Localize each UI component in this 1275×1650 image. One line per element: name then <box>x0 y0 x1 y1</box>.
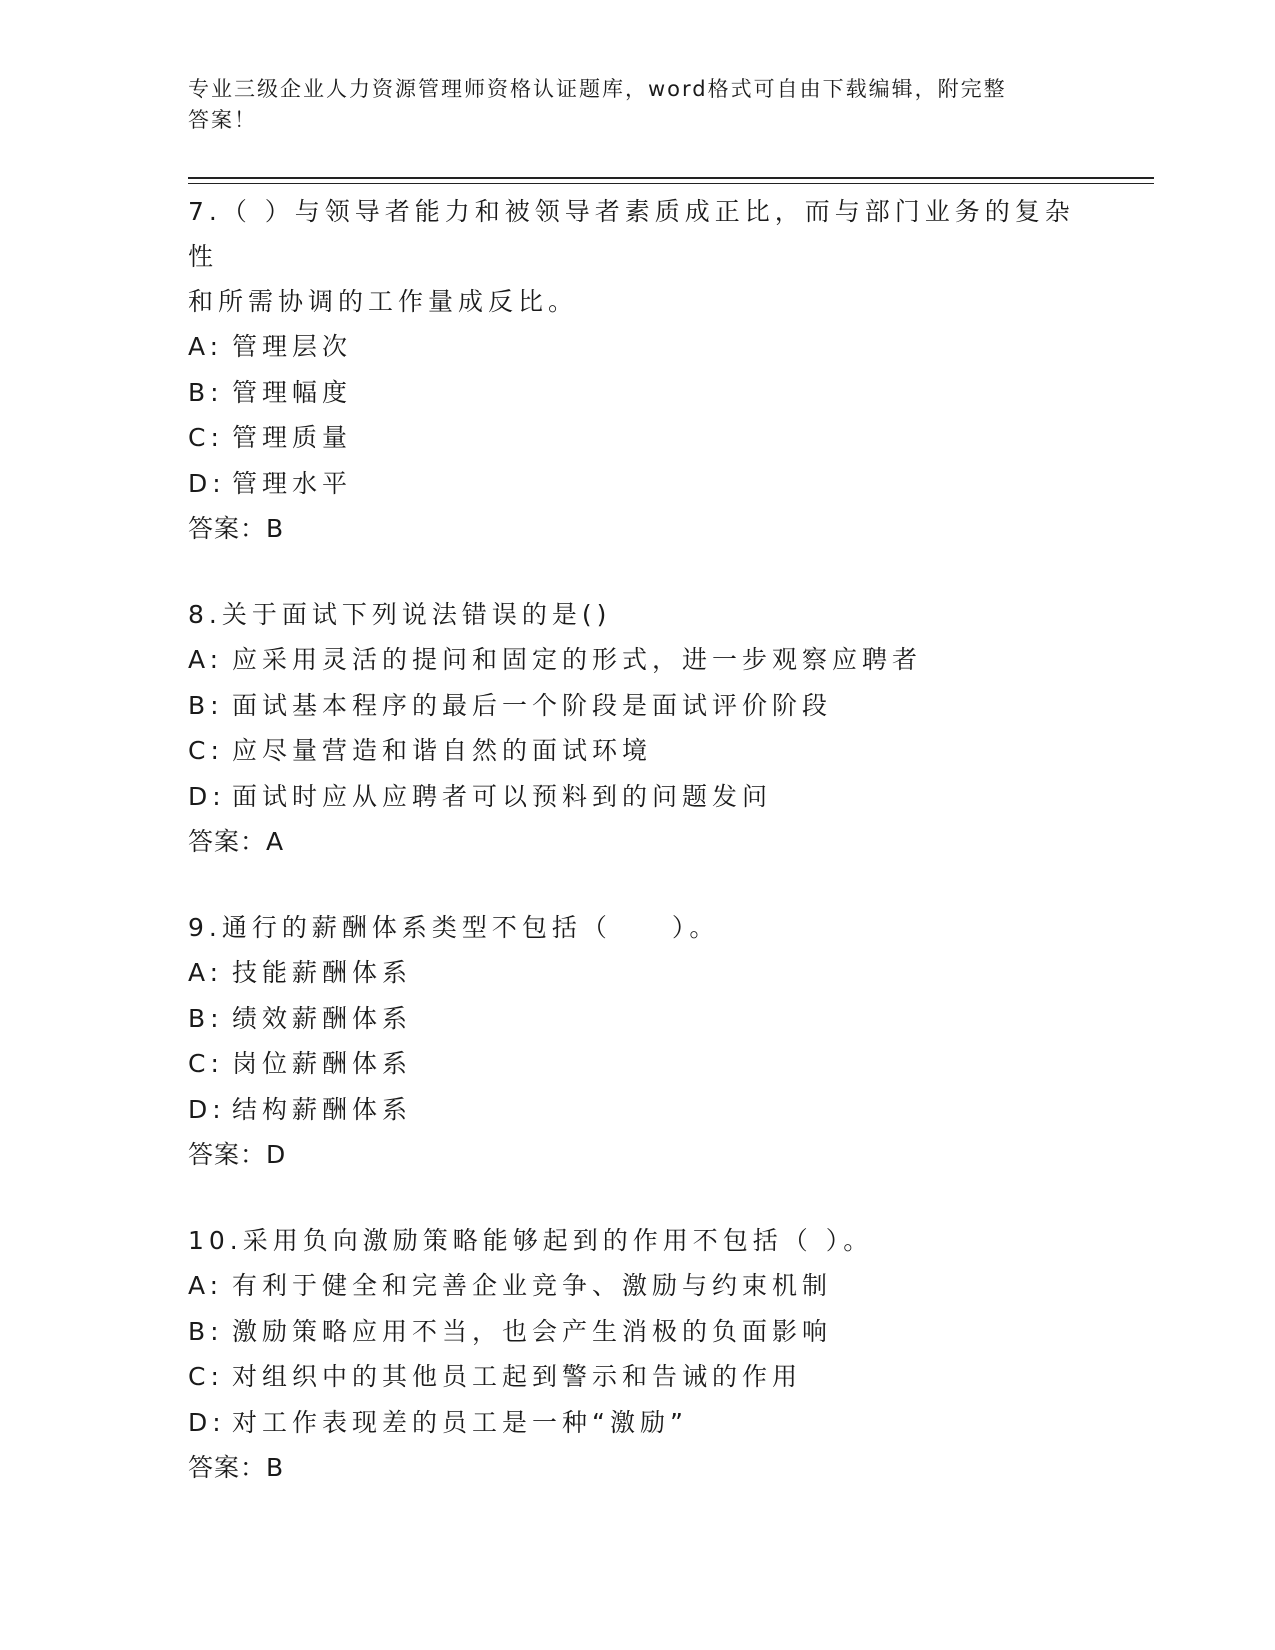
option-b <box>188 996 1088 1042</box>
option-a <box>188 637 1088 683</box>
option-text: 绩效薪酬体系 <box>232 1003 413 1033</box>
option-key: D: <box>188 1407 226 1437</box>
option-text: 对工作表现差的员工是一种“激励” <box>232 1407 688 1437</box>
option-a <box>188 950 1088 996</box>
question-stem: 7.（ ）与领导者能力和被领导者素质成正比，而与部门业务的复杂性 <box>188 197 1075 271</box>
option-text: 管理质量 <box>232 423 353 453</box>
option-text: 结构薪酬体系 <box>232 1094 413 1124</box>
option-text: 应尽量营造和谐自然的面试环境 <box>232 736 653 766</box>
option-key: A: <box>188 644 224 674</box>
option-key: B: <box>188 377 224 407</box>
answer-line: 答案：A <box>188 827 285 857</box>
question-stem: 8.关于面试下列说法错误的是() <box>188 599 612 629</box>
question-stem-continued: 和所需协调的工作量成反比。 <box>188 287 579 316</box>
option-key: C: <box>188 1049 224 1079</box>
option-text: 管理幅度 <box>232 377 353 407</box>
option-key: C: <box>188 1362 224 1392</box>
answer-line: 答案：B <box>188 1453 285 1483</box>
question-stem: 9.通行的薪酬体系类型不包括（ ）。 <box>188 912 720 942</box>
option-key: D: <box>188 781 226 811</box>
option-key: B: <box>188 1003 224 1033</box>
option-key: D: <box>188 1094 226 1124</box>
question-9 <box>188 905 1088 1178</box>
answer-line: 答案：B <box>188 514 285 544</box>
question-stem: 10.采用负向激励策略能够起到的作用不包括（ ）。 <box>188 1225 874 1255</box>
option-key: A: <box>188 957 224 987</box>
option-text: 应采用灵活的提问和固定的形式，进一步观察应聘者 <box>232 644 923 674</box>
header-line-1: 专业三级企业人力资源管理师资格认证题库，word格式可自由下载编辑，附完整 <box>188 77 1007 101</box>
option-a <box>188 1263 1088 1309</box>
option-text: 管理水平 <box>232 468 353 498</box>
option-d <box>188 1400 1088 1446</box>
option-key: D: <box>188 468 226 498</box>
option-d <box>188 1087 1088 1133</box>
option-key: B: <box>188 690 224 720</box>
option-text: 面试时应从应聘者可以预料到的问题发问 <box>232 781 773 811</box>
option-text: 面试基本程序的最后一个阶段是面试评价阶段 <box>232 690 833 720</box>
question-10 <box>188 1218 1088 1491</box>
option-b <box>188 683 1088 729</box>
option-c <box>188 1041 1088 1087</box>
option-text: 技能薪酬体系 <box>232 957 413 987</box>
option-text: 岗位薪酬体系 <box>232 1049 413 1079</box>
option-d <box>188 461 1088 507</box>
answer-line: 答案：D <box>188 1140 287 1170</box>
option-b <box>188 1309 1088 1355</box>
option-text: 对组织中的其他员工起到警示和告诫的作用 <box>232 1362 803 1392</box>
document-header <box>188 74 1088 136</box>
option-a <box>188 324 1088 370</box>
option-b <box>188 370 1088 416</box>
option-d <box>188 774 1088 820</box>
header-divider-thin <box>188 183 1154 184</box>
header-line-2: 答案！ <box>188 108 257 132</box>
option-text: 管理层次 <box>232 332 353 361</box>
question-7 <box>188 189 1088 552</box>
option-key: B: <box>188 1316 224 1346</box>
option-key: A: <box>188 1270 224 1300</box>
option-key: C: <box>188 736 224 766</box>
option-c <box>188 1354 1088 1400</box>
option-text: 有利于健全和完善企业竞争、激励与约束机制 <box>232 1270 833 1300</box>
option-c <box>188 728 1088 774</box>
header-divider-thick <box>188 177 1154 179</box>
option-key: A: <box>188 332 224 361</box>
option-c <box>188 415 1088 461</box>
question-8 <box>188 592 1088 865</box>
question-list <box>188 189 1088 1531</box>
option-text: 激励策略应用不当，也会产生消极的负面影响 <box>232 1316 833 1346</box>
option-key: C: <box>188 423 224 453</box>
